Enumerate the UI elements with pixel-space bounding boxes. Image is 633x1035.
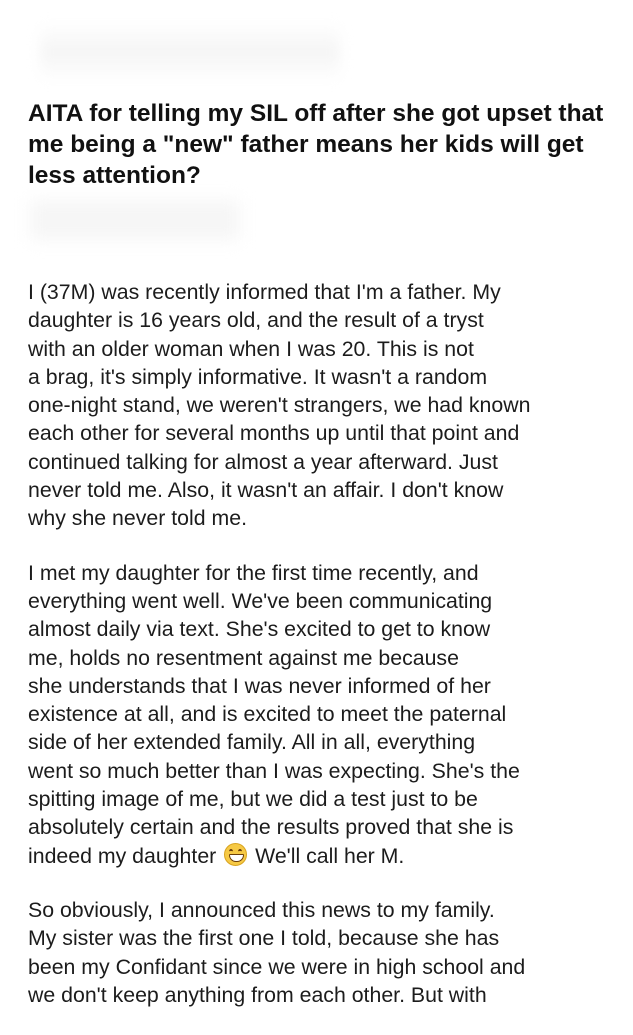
text-line: with an older woman when I was 20. This is not — [28, 336, 474, 361]
redacted-meta-area — [30, 200, 240, 240]
text-line: me, holds no resentment against me because — [28, 645, 459, 670]
text-line: We'll call her M. — [255, 843, 405, 868]
paragraph-2 — [28, 559, 628, 870]
text-line: one-night stand, we weren't strangers, we had known — [28, 393, 531, 418]
grinning-face-emoji-icon — [224, 843, 247, 866]
paragraph-1 — [28, 278, 628, 533]
text-line: I (37M) was recently informed that I'm a father. My — [28, 280, 501, 304]
text-line: indeed my daughter — [28, 843, 217, 868]
text-line: went so much better than I was expecting. She's the — [28, 758, 520, 783]
paragraph-3 — [28, 896, 628, 1009]
text-line: daughter is 16 years old, and the result of a tryst — [28, 308, 484, 333]
text-line: almost daily via text. She's excited to get to know — [28, 617, 491, 642]
text-line: continued talking for almost a year afterward. Just — [28, 449, 498, 474]
text-line: side of her extended family. All in all, everything — [28, 730, 476, 755]
text-line: So obviously, I announced this news to my family. — [28, 897, 495, 922]
post-body — [28, 278, 628, 1035]
text-line: we don't keep anything from each other. But with — [28, 982, 487, 1007]
text-line: spitting image of me, but we did a test just to be — [28, 787, 478, 812]
text-line: absolutely certain and the results proved that she is — [28, 815, 514, 840]
text-line: each other for several months up until that point and — [28, 421, 520, 446]
post-title: AITA for telling my SIL off after she got upset that me being a "new" father means her kids will get less attention? — [28, 100, 604, 189]
text-line: existence at all, and is excited to meet the paternal — [28, 702, 507, 727]
text-line: everything went well. We've been communicating — [28, 588, 493, 613]
redacted-header-area — [40, 22, 340, 82]
text-line: I met my daughter for the first time recently, and — [28, 560, 479, 585]
text-line: been my Confidant since we were in high school and — [28, 954, 526, 979]
text-line: she understands that I was never informed of her — [28, 673, 491, 698]
text-line: why she never told me. — [28, 506, 247, 531]
text-line: never told me. Also, it wasn't an affair. I don't know — [28, 478, 504, 503]
text-line: a brag, it's simply informative. It wasn't a random — [28, 364, 488, 389]
text-line: My sister was the first one I told, because she has — [28, 926, 500, 951]
